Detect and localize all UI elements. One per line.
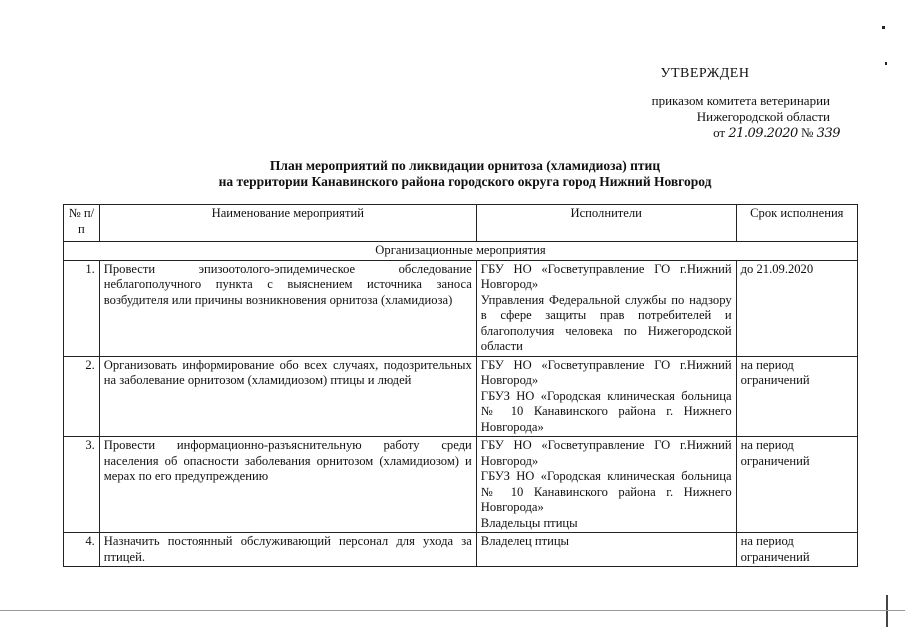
document-title-line-2: на территории Канавинского района городского округа город Нижний Новгород — [218, 174, 712, 189]
executor-name: ГБУ НО «Госветуправление ГО г.Нижний Новгород» — [480, 438, 732, 468]
table-header-row — [64, 205, 858, 242]
table-row — [64, 260, 858, 356]
row-executors — [476, 437, 736, 533]
row-executors — [476, 356, 736, 437]
approval-title: УТВЕРЖДЕН — [660, 66, 750, 81]
scan-edge-mark — [886, 595, 888, 627]
scan-mark — [885, 62, 887, 65]
approval-date-row — [560, 125, 850, 142]
section-title: Организационные мероприятия — [64, 242, 858, 261]
plan-table — [63, 204, 858, 567]
row-number: 3. — [64, 437, 100, 533]
document-title — [150, 158, 780, 190]
executor-name: ГБУЗ НО «Городская клиническая больница № 10 Канавинского района г. Нижнего Новгорода» — [480, 469, 732, 514]
row-term: на период ограничений — [736, 356, 857, 437]
row-term: на период ограничений — [736, 533, 857, 567]
handwritten-number: 339 — [816, 126, 840, 141]
row-executors — [476, 533, 736, 567]
row-action: Провести информационно-разъяснительную работу среди населения об опасности заболевания орнитозом (хламидиозом) и мерах по его предупреждению — [99, 437, 476, 533]
table-row — [64, 437, 858, 533]
document-title-line-1: План мероприятий по ликвидации орнитоза (хламидиоза) птиц — [269, 158, 661, 173]
approval-line-1: приказом комитета ветеринарии — [651, 93, 830, 108]
section-row — [64, 242, 858, 261]
number-prefix: № — [801, 125, 814, 140]
table-row — [64, 533, 858, 567]
row-term: на период ограничений — [736, 437, 857, 533]
table-row — [64, 356, 858, 437]
row-number: 4. — [64, 533, 100, 567]
handwritten-date: 21.09.2020 — [728, 126, 798, 141]
executor-name: Владелец птицы — [480, 534, 570, 548]
scan-bottom-line — [0, 610, 905, 611]
date-prefix: от — [713, 125, 726, 140]
row-executors — [476, 260, 736, 356]
row-number: 2. — [64, 356, 100, 437]
header-num: № п/п — [64, 205, 100, 242]
executor-name: ГБУ НО «Госветуправление ГО г.Нижний Новгород» — [480, 357, 732, 387]
row-action: Назначить постоянный обслуживающий персонал для ухода за птицей. — [99, 533, 476, 567]
header-term: Срок исполнения — [736, 205, 857, 242]
header-action: Наименование мероприятий — [99, 205, 476, 242]
row-number: 1. — [64, 260, 100, 356]
row-term: до 21.09.2020 — [736, 260, 857, 356]
executor-name: ГБУЗ НО «Городская клиническая больница № 10 Канавинского района г. Нижнего Новгорода» — [480, 388, 732, 434]
approval-line-2: Нижегородской области — [696, 109, 830, 124]
header-executor: Исполнители — [476, 205, 736, 242]
approval-stamp — [560, 66, 850, 142]
scan-mark — [882, 26, 885, 29]
executor-name: Владельцы птицы — [480, 515, 578, 530]
row-action: Организовать информирование обо всех случаях, подозрительных на заболевание орнитозом (хламидиозом) птицы и людей — [99, 356, 476, 437]
executor-name: ГБУ НО «Госветуправление ГО г.Нижний Новгород» — [480, 261, 732, 291]
row-action: Провести эпизоотолого-эпидемическое обследование неблагополучного пункта с выяснением источника заноса возбудителя или причины возникновения орнитоза (хламидиоза) — [99, 260, 476, 356]
executor-name: Управления Федеральной службы по надзору в сфере защиты прав потребителей и благополучия человека по Нижегородской области — [480, 292, 732, 353]
